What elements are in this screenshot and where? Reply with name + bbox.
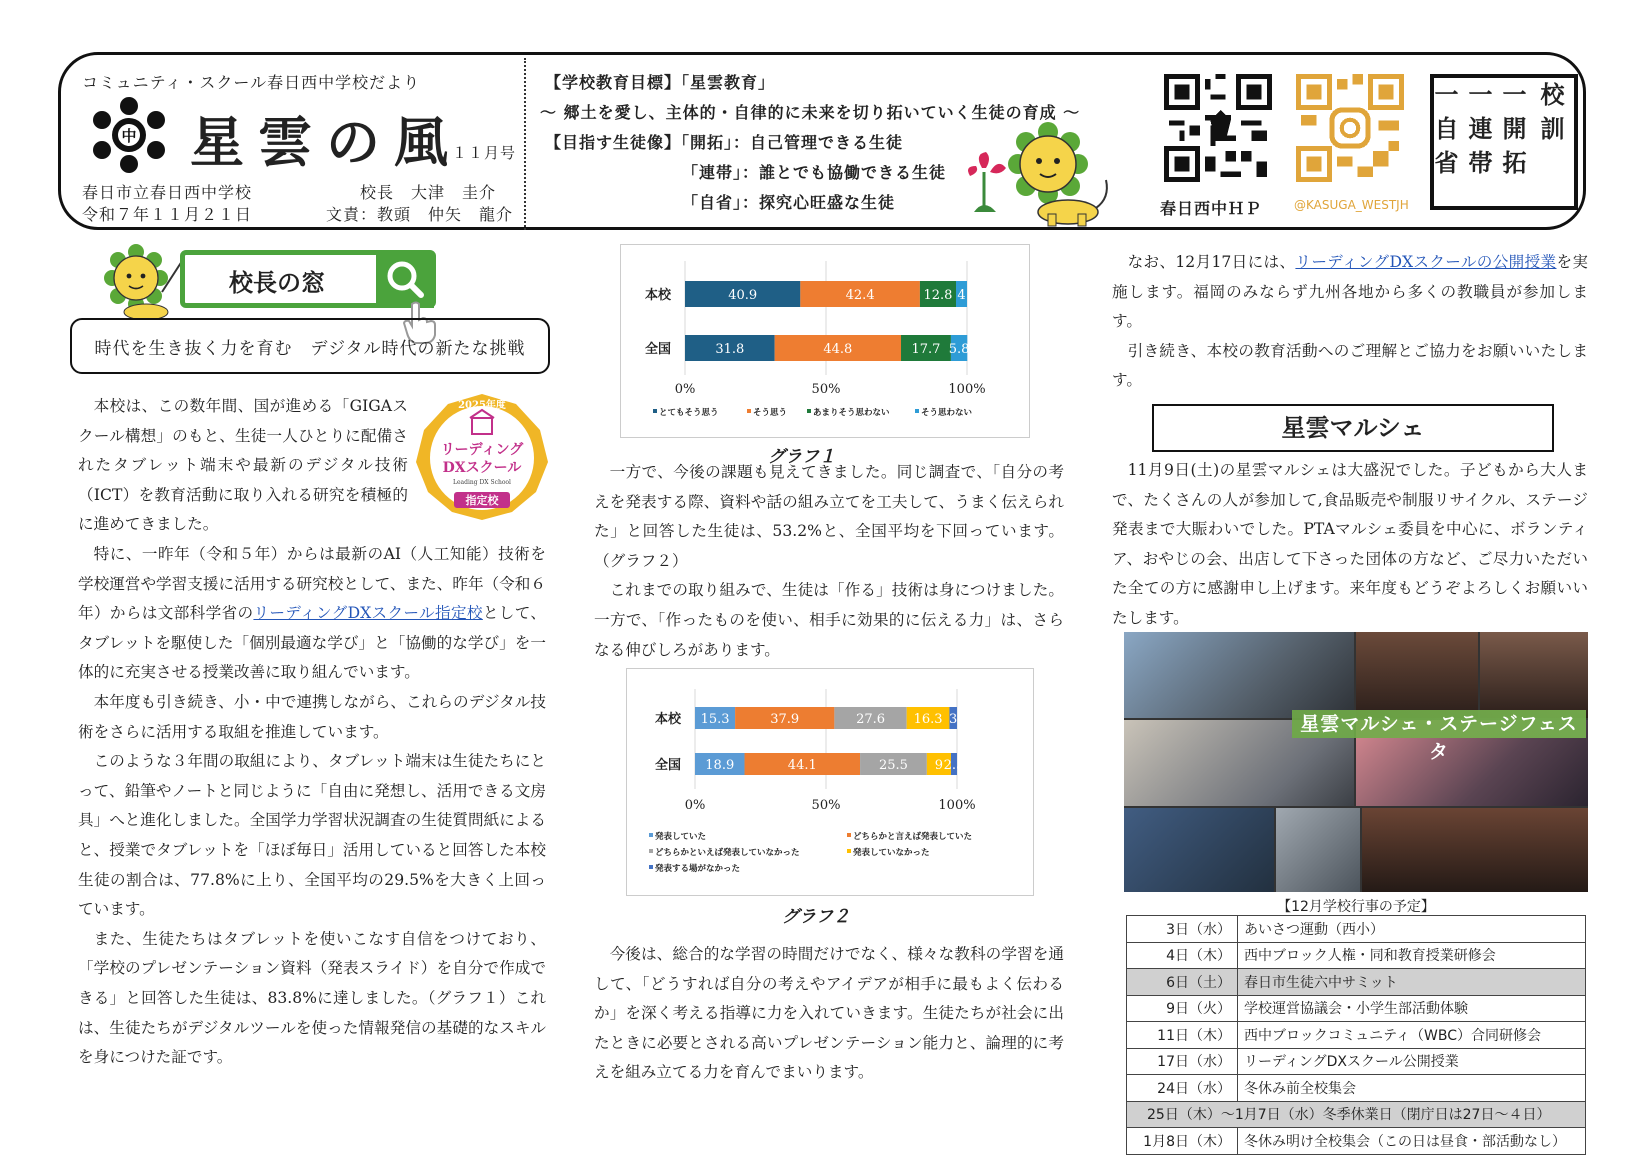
masthead-divider (524, 58, 526, 230)
legend-swatch (847, 849, 851, 853)
school-motto-box (1430, 74, 1578, 210)
legend-swatch (747, 409, 751, 413)
data-label: 25.5 (878, 758, 908, 773)
article-paragraph-2 (78, 540, 546, 688)
marche-heading: 星雲マルシェ (1152, 404, 1554, 452)
marche-body (1112, 456, 1588, 634)
data-label: 17.7 (911, 342, 941, 357)
legend-swatch (915, 409, 919, 413)
lion-mascot-icon (960, 116, 1120, 228)
data-label: 4 (957, 288, 966, 303)
data-label: 9 (934, 758, 944, 773)
paragraph-text: として、タブレットを駆使した「個別最適な学び」と「協働的な学び」を一体的に充実させる授業改善に取り組んでいます。 (78, 604, 546, 682)
article-left-body (78, 540, 546, 1073)
chart-1 (621, 245, 1029, 437)
principal-window-banner (180, 250, 436, 308)
article-paragraph-6: 一方で、今後の課題も見えてきました。同じ調査で、「自分の考えを発表する際、資料や話の組み立てを工夫して、うまく伝えられた」と回答した生徒は、53.2%と、全国平均を下回っています。（グラフ２） (594, 463, 1064, 570)
newsletter-title: 星雲の風 (190, 110, 462, 174)
legend-entry: どちらかと言えば発表していた (853, 832, 973, 842)
schedule-date: 1月8日（木） (1127, 1128, 1238, 1155)
article-paragraph-1 (78, 392, 408, 540)
schedule-row (1127, 1075, 1586, 1102)
schedule-event: 25日（木）～1月7日（水）冬季休業日（閉庁日は27日～４日） (1127, 1101, 1586, 1128)
school-emblem-icon (86, 96, 172, 174)
article-middle-body-2 (594, 940, 1064, 1088)
category-label: 本校 (654, 712, 681, 727)
leading-dx-link[interactable]: リーディングDXスクール指定校 (253, 604, 483, 623)
motto-heading: 校訓 (1536, 82, 1565, 150)
paragraph-text: 本校は、この数年間、国が進める「GIGAスクール構想」のもと、生徒一人ひとりに配備されたタブレット端末や最新のデジタル技術（ICT）を教育活動に取り入れる研究を積極的に進めてきました。 (78, 397, 408, 534)
badge-tag: 指定校 (465, 494, 499, 507)
subtitle-box (70, 318, 550, 374)
schedule-event: あいさつ運動（西小） (1238, 916, 1586, 943)
leading-dx-school-badge (412, 392, 552, 522)
marche-photo-collage (1124, 632, 1588, 892)
instagram-label: @KASUGA_WESTJH (1294, 198, 1409, 212)
photo-tent (1124, 808, 1274, 892)
banner-title: 校長の窓 (229, 269, 325, 297)
x-tick-label: 0% (684, 798, 706, 813)
principal-mascot-icon (100, 242, 192, 320)
badge-year: 2025年度 (458, 400, 506, 411)
data-label: 44.8 (823, 342, 853, 357)
data-label: 44.1 (787, 758, 817, 773)
issue-date: 令和７年１１月２１日 (82, 205, 253, 224)
schedule-date: 11日（木） (1127, 1022, 1238, 1049)
schedule-table (1126, 915, 1586, 1155)
badge-english: Leading DX School (453, 479, 511, 486)
schedule-row (1127, 942, 1586, 969)
data-label: 37.9 (770, 712, 800, 727)
legend-swatch (653, 409, 657, 413)
x-tick-label: 100% (938, 798, 976, 813)
school-hp-label: 春日西中ＨＰ (1160, 199, 1263, 218)
ideal-student-2: 「連帯」：誰とでも協働できる生徒 (682, 163, 947, 182)
category-label: 全国 (644, 342, 671, 357)
schedule-date: 6日（土） (1127, 969, 1238, 996)
data-label: 15.3 (700, 712, 730, 727)
chart-1-frame (620, 244, 1030, 438)
legend-entry: そう思う (753, 408, 788, 418)
legend-swatch (847, 833, 851, 837)
chart-1-caption: グラフ１ (768, 447, 836, 467)
data-label: 18.9 (705, 758, 735, 773)
x-tick-label: 100% (948, 382, 986, 397)
schedule-row (1127, 969, 1586, 996)
schedule-date: 3日（水） (1127, 916, 1238, 943)
data-label: 12.8 (923, 288, 953, 303)
photo-stage-2 (1480, 632, 1588, 718)
data-label: 27.6 (856, 712, 886, 727)
data-label: 2.5 (943, 758, 965, 773)
schedule-event: 春日市生徒六中サミット (1238, 969, 1586, 996)
article-paragraph-9 (1112, 248, 1588, 337)
article-paragraph-8: 今後は、総合的な学習の時間だけでなく、様々な教科の学習を通して、「どうすれば自分の考えやアイデアが相手に最もよく伝わるか」を深く考える指導に力を入れていきます。生徒たちが社会に出たときに必要とされる高いプレゼンテーション能力と、論理的に考えを組み立てる力を育んでまいります。 (594, 945, 1064, 1082)
article-paragraph-3: 本年度も引き続き、小・中で連携しながら、これらのデジタル技術をさらに活用する取組を推進しています。 (78, 692, 546, 741)
article-right-body (1112, 248, 1588, 396)
data-label: 40.9 (728, 288, 758, 303)
x-tick-label: 0% (674, 382, 696, 397)
data-label: 31.8 (715, 342, 745, 357)
photo-market (1124, 632, 1354, 718)
legend-entry: 発表していなかった (853, 848, 930, 858)
article-paragraph-5: また、生徒たちはタブレットを使いこなす自信をつけており、「学校のプレゼンテーション資料（発表スライド）を自分で作成できる」と回答した生徒は、83.8%に達しました。（グラフ１）これは、生徒たちがデジタルツールを使った情報発信の基礎的なスキルを身につけた証です。 (78, 929, 546, 1067)
legend-swatch (807, 409, 811, 413)
schedule-row (1127, 1022, 1586, 1049)
schedule-event: 学校運営協議会・小学生部活動体験 (1238, 995, 1586, 1022)
issue-month: １１月号 (452, 144, 517, 162)
data-label: 3 (949, 712, 958, 727)
legend-entry: そう思わない (921, 408, 973, 418)
school-name: 春日市立春日西中学校 (82, 183, 253, 202)
chart-2-frame (626, 668, 1034, 896)
badge-name-1: リーディング (440, 442, 524, 458)
chart-2-caption: グラフ２ (782, 907, 850, 927)
schedule-row (1127, 916, 1586, 943)
schedule-event: 冬休み明け全校集会（この日は昼食・部活動なし） (1238, 1128, 1586, 1155)
legend-swatch (649, 865, 653, 869)
data-label: 42.4 (845, 288, 875, 303)
school-goal: 【学校教育目標】「星雲教育」 (545, 73, 776, 92)
legend-entry: 発表していた (655, 832, 707, 842)
article-paragraph-4: このような３年間の取組により、タブレット端末は生徒たちにとって、鉛筆やノートと同じように「自由に発想し、活用できる文房具」へと進化しました。全国学力学習状況調査の生徒質問紙によると、授業でタブレットを「ほぼ毎日」活用していると回答した本校生徒の割合は、77.8%に上り、全国平均の29.5%を大きく上回っています。 (78, 752, 546, 919)
legend-entry: あまりそう思わない (813, 408, 890, 418)
schedule-event: 西中ブロック人権・同和教育授業研修会 (1238, 942, 1586, 969)
paragraph-text: 特に、一昨年（令和５年）からは最新のAI（人工知能）技術を学校運営や学習支援に活用する研究校として、また、昨年（令和６年）からは文部科学省の (78, 545, 546, 623)
paragraph-text: なお、12月17日には、 (1127, 253, 1296, 271)
open-class-link[interactable]: リーディングDXスクールの公開授業 (1295, 253, 1557, 271)
data-label: 16.3 (913, 712, 943, 727)
photo-crowd (1276, 808, 1360, 892)
motto-kaitaku: 一開拓 (1498, 82, 1527, 184)
x-tick-label: 50% (811, 798, 841, 813)
photo-stage-3 (1362, 808, 1588, 892)
badge-name-2: DXスクール (442, 460, 522, 476)
series-title: コミュニティ・スクール春日西中学校だより (82, 73, 421, 92)
legend-swatch (649, 833, 653, 837)
category-label: 本校 (644, 288, 671, 303)
article-paragraph-10: 引き続き、本校の教育活動へのご理解とご協力をお願いいたします。 (1112, 341, 1588, 390)
svg-text:中: 中 (121, 127, 137, 145)
schedule-title: 【12月学校行事の予定】 (1277, 899, 1435, 915)
legend-swatch (649, 849, 653, 853)
schedule-row (1127, 1048, 1586, 1075)
schedule-date: 24日（水） (1127, 1075, 1238, 1102)
schedule-event: 冬休み前全校集会 (1238, 1075, 1586, 1102)
editor-name: 文責：教頭 仲矢 龍介 (326, 205, 514, 224)
legend-entry: どちらかといえば発表していなかった (655, 848, 800, 858)
ideal-student-1: 【目指す生徒像】「開拓」：自己管理できる生徒 (545, 133, 904, 152)
data-label: 5.8 (948, 342, 970, 357)
article-middle-body-1 (594, 458, 1064, 665)
schedule-row (1127, 1101, 1586, 1128)
marche-text: 11月9日(土)の星雲マルシェは大盛況でした。子どもから大人まで、たくさんの人が参加して,食品販売や制服リサイクル、ステージ発表まで大賑わいでした。PTAマルシェ委員を中心に、ボランティア、おやじの会、出店して下さった団体の方など、ご尽力いただいた全ての方に感謝申し上げます。来年度もどうぞよろしくお願いいたします。 (1112, 461, 1588, 627)
schedule-event: 西中ブロックコミュニティ（WBC）合同研修会 (1238, 1022, 1586, 1049)
schedule-row (1127, 1128, 1586, 1155)
motto-rentai: 一連帯 (1464, 82, 1493, 184)
schedule-event: リーディングDXスクール公開授業 (1238, 1048, 1586, 1075)
ideal-student-3: 「自省」：探究心旺盛な生徒 (682, 193, 896, 212)
instagram-qr-icon (1296, 74, 1404, 182)
photo-caption: 星雲マルシェ・ステージフェスタ (1292, 710, 1586, 738)
chart-2 (627, 669, 1033, 895)
article-subtitle: 時代を生き抜く力を育む デジタル時代の新たな挑戦 (94, 339, 526, 359)
school-hp-qr-icon (1164, 74, 1272, 182)
principal-name: 校長 大津 圭介 (360, 183, 497, 202)
paragraph-text: を実施します。福岡のみならず九州各地から多くの教職員が参加します。 (1112, 253, 1588, 331)
legend-entry: 発表する場がなかった (655, 864, 741, 874)
category-label: 全国 (654, 758, 681, 773)
schedule-date: 9日（火） (1127, 995, 1238, 1022)
school-goal-detail: ～ 郷土を愛し、主体的・自律的に未来を切り拓いていく生徒の育成 ～ (540, 103, 1081, 122)
legend-entry: とてもそう思う (659, 408, 719, 418)
article-paragraph-7: これまでの取り組みで、生徒は「作る」技術は身につけました。一方で、「作ったものを使い、相手に効果的に伝える力」は、さらなる伸びしろがあります。 (594, 581, 1064, 659)
schedule-date: 17日（水） (1127, 1048, 1238, 1075)
motto-jisei: 一自省 (1430, 82, 1459, 184)
x-tick-label: 50% (811, 382, 841, 397)
schedule-date: 4日（木） (1127, 942, 1238, 969)
photo-stage-1 (1356, 632, 1478, 718)
schedule-row (1127, 995, 1586, 1022)
